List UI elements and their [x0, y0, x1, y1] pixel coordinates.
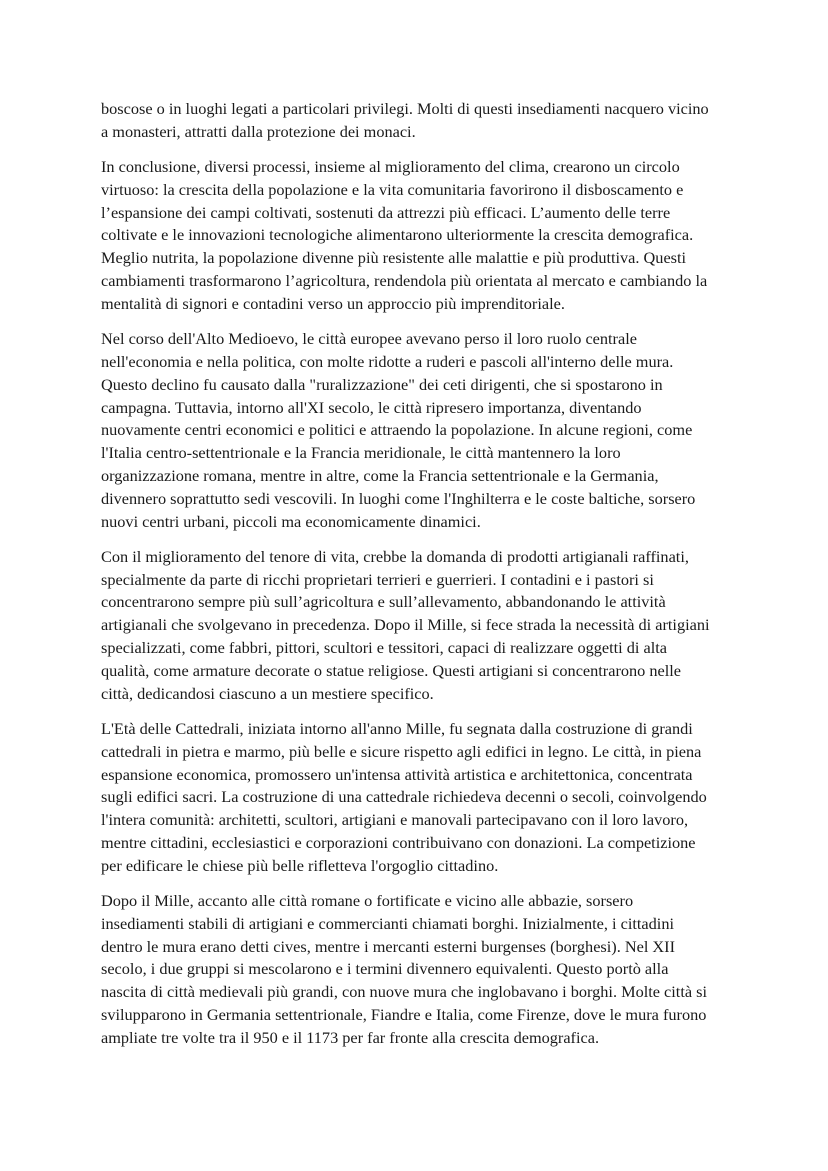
paragraph-artisans [101, 546, 741, 706]
text-line: ampliate tre volte tra il 950 e il 1173 per far fronte alla crescita demografica. [101, 1027, 600, 1047]
text-line: secolo, i due gruppi si mescolarono e i termini divennero equivalenti. Questo portò alla [101, 959, 669, 979]
text-line: L'Età delle Cattedrali, iniziata intorno all'anno Mille, fu segnata dalla costruzione di grandi [101, 718, 693, 738]
paragraph-boroughs [101, 890, 741, 1050]
text-line: nell'economia e nella politica, con molte ridotte a ruderi e pascoli all'interno delle mura. [101, 351, 674, 371]
text-line: divennero soprattutto sedi vescovili. In luoghi come l'Inghilterra e le coste baltiche, sorsero [101, 488, 696, 508]
text-line: espansione economica, promossero un'intensa attività artistica e architettonica, concentrata [101, 764, 693, 784]
text-line: l'Italia centro-settentrionale e la Francia meridionale, le città mantennero la loro [101, 443, 621, 463]
text-line: cambiamenti trasformarono l’agricoltura, rendendola più orientata al mercato e cambiando la [101, 271, 708, 291]
text-line: l’espansione dei campi coltivati, sostenuti da attrezzi più efficaci. L’aumento delle terre [101, 202, 671, 222]
text-line: virtuoso: la crescita della popolazione e la vita comunitaria favorirono il disboscamento e [101, 179, 684, 199]
text-line: campagna. Tuttavia, intorno all'XI secolo, le città ripresero importanza, diventando [101, 397, 642, 417]
text-line: Dopo il Mille, accanto alle città romane o fortificate e vicino alle abbazie, sorsero [101, 891, 634, 910]
text-line: mentre cittadini, ecclesiastici e corporazioni contribuivano con donazioni. La competizione [101, 832, 696, 852]
text-line: cattedrali in pietra e marmo, più belle e sicure rispetto agli edifici in legno. Le città, in piena [101, 741, 702, 761]
text-line: per edificare le chiese più belle rifletteva l'orgoglio cittadino. [101, 855, 499, 875]
document-page [101, 98, 741, 1062]
text-line: Nel corso dell'Alto Medioevo, le città europee avevano perso il loro ruolo centrale [101, 329, 637, 349]
text-line: boscose o in luoghi legati a particolari privilegi. Molti di questi insediamenti nacquero vicino [101, 99, 709, 118]
text-line: specialmente da parte di ricchi proprietari terrieri e guerrieri. I contadini e i pastori si [101, 569, 654, 589]
text-line: Questo declino fu causato dalla "ruralizzazione" dei ceti dirigenti, che si spostarono in [101, 374, 663, 394]
text-line: sugli edifici sacri. La costruzione di una cattedrale richiedeva decenni o secoli, coinvolgendo [101, 787, 707, 807]
text-line: qualità, come armature decorate o statue religiose. Questi artigiani si concentrarono nelle [101, 660, 682, 680]
paragraph-monasteries [101, 98, 741, 144]
text-line: organizzazione romana, mentre in altre, come la Francia settentrionale e la Germania, [101, 465, 659, 485]
text-line: mentalità di signori e contadini verso un approccio più imprenditoriale. [101, 293, 565, 313]
text-line: Meglio nutrita, la popolazione divenne più resistente alle malattie e più produttiva. Questi [101, 248, 687, 268]
paragraph-age-of-cathedrals [101, 718, 741, 878]
text-line: l'intera comunità: architetti, scultori, artigiani e manovali partecipavano con il loro lavoro, [101, 810, 689, 830]
text-line: In conclusione, diversi processi, insieme al miglioramento del clima, crearono un circolo [101, 157, 680, 177]
text-line: svilupparono in Germania settentrionale, Fiandre e Italia, come Firenze, dove le mura furono [101, 1004, 707, 1024]
text-line: insediamenti stabili di artigiani e commercianti chiamati borghi. Inizialmente, i cittadini [101, 913, 674, 933]
paragraph-high-middle-ages-cities [101, 328, 741, 533]
text-line: specializzati, come fabbri, pittori, scultori e tessitori, capaci di realizzare oggetti di alta [101, 638, 667, 658]
text-line: Con il miglioramento del tenore di vita, crebbe la domanda di prodotti artigianali raffinati, [101, 546, 689, 566]
text-line: concentrarono sempre più sull’agricoltura e sull’allevamento, abbandonando le attività [101, 592, 666, 612]
text-line: artigianali che svolgevano in precedenza. Dopo il Mille, si fece strada la necessità di artigiani [101, 615, 710, 635]
text-line: città, dedicandosi ciascuno a un mestiere specifico. [101, 683, 434, 703]
text-line: a monasteri, attratti dalla protezione dei monaci. [101, 121, 416, 141]
paragraph-conclusion [101, 156, 741, 316]
text-line: nuovamente centri economici e politici e attraendo la popolazione. In alcune regioni, come [101, 420, 693, 440]
text-line: nuovi centri urbani, piccoli ma economicamente dinamici. [101, 511, 481, 531]
text-line: dentro le mura erano detti cives, mentre i mercanti esterni burgenses (borghesi). Nel XII [101, 936, 676, 956]
text-line: coltivate e le innovazioni tecnologiche alimentarono ulteriormente la crescita demografica. [101, 225, 694, 245]
text-line: nascita di città medievali più grandi, con nuove mura che inglobavano i borghi. Molte città si [101, 982, 708, 1002]
